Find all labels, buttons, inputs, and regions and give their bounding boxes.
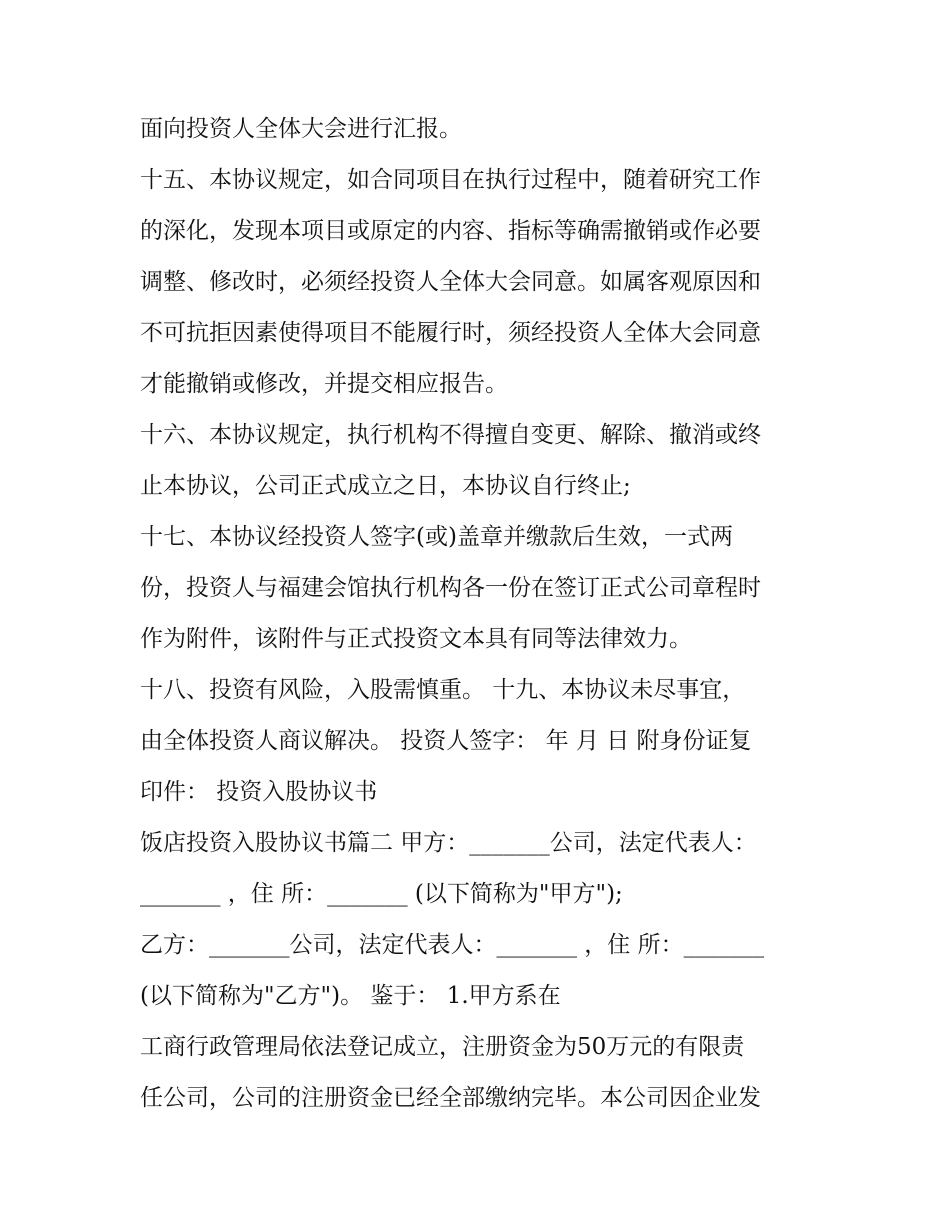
text-line: 由全体投资人商议解决。 投资人签字： 年 月 日 附身份证复 (140, 728, 752, 754)
text-line: 作为附件，该附件与正式投资文本具有同等法律效力。 (140, 626, 692, 652)
text-line: 止本协议，公司正式成立之日，本协议自行终止; (140, 473, 631, 499)
text-line: 印件： 投资入股协议书 (140, 779, 378, 805)
text-line: 任公司，公司的注册资金已经全部缴纳完毕。本公司因企业发 (140, 1085, 761, 1111)
text-line: 十八、投资有风险，入股需慎重。 十九、本协议未尽事宜， (140, 677, 746, 703)
text-line: 十七、本协议经投资人签字(或)盖章并缴款后生效，一式两 (140, 524, 733, 550)
text-line: 调整、修改时，必须经投资人全体大会同意。如属客观原因和 (140, 269, 761, 295)
text-line: 份，投资人与福建会馆执行机构各一份在签订正式公司章程时 (140, 575, 761, 601)
text-line: (以下简称为"乙方")。 鉴于： 1.甲方系在 (140, 983, 561, 1009)
text-line: 的深化，发现本项目或原定的内容、指标等确需撤销或作必要 (140, 218, 761, 244)
text-line: 十五、本协议规定，如合同项目在执行过程中，随着研究工作 (140, 167, 761, 193)
text-line: 乙方：_______公司，法定代表人：_______ ，住 所：_______ (140, 932, 765, 958)
text-line: 面向投资人全体大会进行汇报。 (140, 116, 462, 142)
text-line: 不可抗拒因素使得项目不能履行时，须经投资人全体大会同意 (140, 320, 761, 346)
text-line: 饭店投资入股协议书篇二 甲方：_______公司，法定代表人： (140, 830, 757, 856)
text-line: 十六、本协议规定，执行机构不得擅自变更、解除、撤消或终 (140, 422, 761, 448)
text-line: 才能撤销或修改，并提交相应报告。 (140, 371, 508, 397)
text-line: 工商行政管理局依法登记成立，注册资金为50万元的有限责 (140, 1034, 745, 1060)
text-line: _______ ，住 所：_______ (以下简称为"甲方"); (140, 881, 623, 907)
